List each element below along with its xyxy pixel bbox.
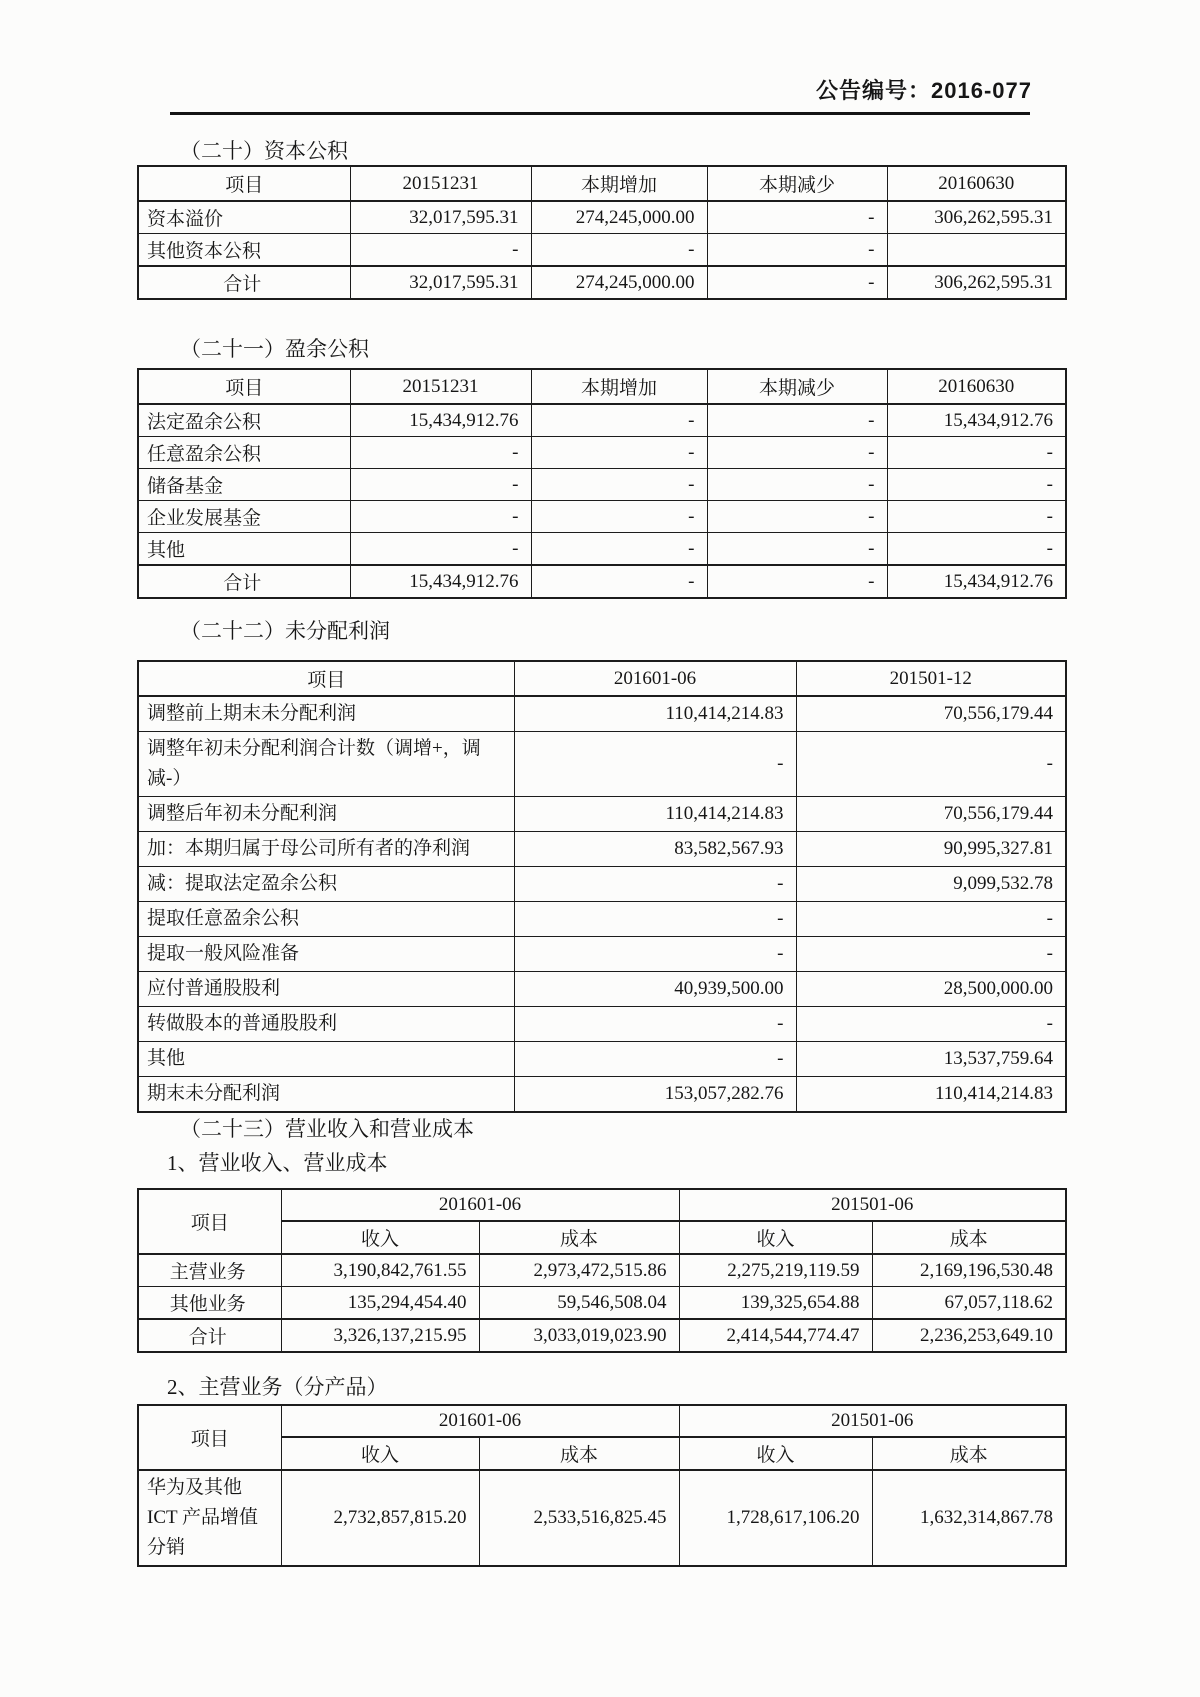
column-header: 本期减少 (707, 166, 887, 201)
value-cell: - (531, 533, 707, 566)
table-row (138, 1042, 1066, 1077)
surplus-reserve-table (137, 368, 1067, 599)
sub-header: 成本 (479, 1221, 679, 1254)
table-row (138, 1077, 1066, 1113)
value-cell: - (707, 201, 887, 234)
value-cell: 90,995,327.81 (796, 832, 1066, 867)
value-cell: 15,434,912.76 (350, 565, 531, 598)
section-21-title: （二十一）盈余公积 (180, 337, 369, 361)
sub-header: 成本 (479, 1437, 679, 1470)
row-label: 调整后年初未分配利润 (138, 797, 514, 832)
value-cell: - (350, 234, 531, 267)
value-cell: - (887, 501, 1066, 533)
value-cell: 67,057,118.62 (872, 1287, 1066, 1320)
value-cell: - (707, 469, 887, 501)
row-label: 其他资本公积 (138, 234, 350, 267)
value-cell: - (796, 732, 1066, 797)
table-row (138, 1254, 1066, 1287)
value-cell: 306,262,595.31 (887, 266, 1066, 299)
value-cell: - (531, 469, 707, 501)
value-cell: - (531, 565, 707, 598)
table-row (138, 902, 1066, 937)
column-header: 项目 (138, 369, 350, 404)
value-cell: - (514, 902, 796, 937)
row-label: 提取任意盈余公积 (138, 902, 514, 937)
column-header: 本期增加 (531, 166, 707, 201)
total-row (138, 266, 1066, 299)
row-label: 提取一般风险准备 (138, 937, 514, 972)
row-label: 法定盈余公积 (138, 404, 350, 437)
column-header: 本期增加 (531, 369, 707, 404)
retained-earnings-table-wrap (137, 660, 1065, 1113)
column-header: 201601-06 (514, 661, 796, 696)
row-label: 转做股本的普通股股利 (138, 1007, 514, 1042)
table-row (138, 469, 1066, 501)
value-cell: 2,414,544,774.47 (679, 1319, 872, 1352)
subsection-2-title: 2、主营业务（分产品） (167, 1375, 388, 1399)
corner-header: 项目 (138, 1189, 281, 1254)
sub-header: 收入 (281, 1221, 479, 1254)
revenue-cost-table-wrap (137, 1188, 1065, 1353)
value-cell: 32,017,595.31 (350, 201, 531, 234)
value-cell: - (514, 867, 796, 902)
value-cell: 59,546,508.04 (479, 1287, 679, 1320)
row-label: 加：本期归属于母公司所有者的净利润 (138, 832, 514, 867)
value-cell: 3,326,137,215.95 (281, 1319, 479, 1352)
subsection-1-title: 1、营业收入、营业成本 (167, 1151, 388, 1175)
value-cell: 3,190,842,761.55 (281, 1254, 479, 1287)
table-row (138, 1007, 1066, 1042)
surplus-reserve-table-wrap (137, 368, 1065, 599)
value-cell: 2,732,857,815.20 (281, 1470, 479, 1566)
row-label: 企业发展基金 (138, 501, 350, 533)
value-cell: - (707, 404, 887, 437)
value-cell: - (514, 1042, 796, 1077)
value-cell: 2,169,196,530.48 (872, 1254, 1066, 1287)
value-cell: 70,556,179.44 (796, 696, 1066, 732)
value-cell: - (531, 501, 707, 533)
row-label: 调整前上期末未分配利润 (138, 696, 514, 732)
value-cell: - (707, 437, 887, 469)
table-row (138, 797, 1066, 832)
value-cell: 13,537,759.64 (796, 1042, 1066, 1077)
value-cell: - (707, 266, 887, 299)
corner-header: 项目 (138, 1405, 281, 1470)
group-header-row (138, 1405, 1066, 1437)
value-cell: - (707, 533, 887, 566)
row-label: 主营业务 (138, 1254, 281, 1287)
value-cell: 70,556,179.44 (796, 797, 1066, 832)
value-cell: 15,434,912.76 (887, 565, 1066, 598)
value-cell: - (514, 1007, 796, 1042)
value-cell: 274,245,000.00 (531, 201, 707, 234)
row-label: 期末未分配利润 (138, 1077, 514, 1113)
value-cell: 139,325,654.88 (679, 1287, 872, 1320)
column-header: 项目 (138, 166, 350, 201)
value-cell: - (514, 937, 796, 972)
retained-earnings-table (137, 660, 1067, 1113)
row-label: 减：提取法定盈余公积 (138, 867, 514, 902)
table-row (138, 937, 1066, 972)
table-row (138, 1287, 1066, 1320)
column-header: 20160630 (887, 369, 1066, 404)
value-cell: 135,294,454.40 (281, 1287, 479, 1320)
period-group-header: 201601-06 (281, 1189, 679, 1221)
row-label: 合计 (138, 565, 350, 598)
value-cell: 2,533,516,825.45 (479, 1470, 679, 1566)
row-label: 合计 (138, 1319, 281, 1352)
section-22-title: （二十二）未分配利润 (180, 619, 390, 643)
value-cell: - (796, 902, 1066, 937)
table-row (138, 832, 1066, 867)
period-group-header: 201501-06 (679, 1405, 1066, 1437)
value-cell: 83,582,567.93 (514, 832, 796, 867)
table-row (138, 404, 1066, 437)
value-cell: - (350, 501, 531, 533)
total-row (138, 565, 1066, 598)
value-cell: 2,275,219,119.59 (679, 1254, 872, 1287)
value-cell: - (350, 469, 531, 501)
row-label: 其他业务 (138, 1287, 281, 1320)
doc-number: 公告编号：2016-077 (816, 78, 1032, 103)
table-row (138, 501, 1066, 533)
column-header: 20151231 (350, 369, 531, 404)
sub-header: 收入 (679, 1437, 872, 1470)
row-label: 其他 (138, 1042, 514, 1077)
value-cell: 153,057,282.76 (514, 1077, 796, 1113)
value-cell: 110,414,214.83 (514, 696, 796, 732)
value-cell: 15,434,912.76 (887, 404, 1066, 437)
value-cell: - (707, 501, 887, 533)
table-row (138, 533, 1066, 566)
value-cell: - (887, 437, 1066, 469)
value-cell: - (350, 437, 531, 469)
period-group-header: 201501-06 (679, 1189, 1066, 1221)
value-cell: 9,099,532.78 (796, 867, 1066, 902)
value-cell: 2,973,472,515.86 (479, 1254, 679, 1287)
header-rule (170, 112, 1030, 115)
row-label: 调整年初未分配利润合计数（调增+，调减-） (138, 732, 514, 797)
value-cell: - (707, 234, 887, 267)
main-business-product-table (137, 1404, 1067, 1567)
sub-header: 成本 (872, 1437, 1066, 1470)
value-cell: 1,728,617,106.20 (679, 1470, 872, 1566)
row-label: 应付普通股股利 (138, 972, 514, 1007)
period-group-header: 201601-06 (281, 1405, 679, 1437)
value-cell: 32,017,595.31 (350, 266, 531, 299)
sub-header: 收入 (679, 1221, 872, 1254)
value-cell: - (531, 437, 707, 469)
table-row (138, 234, 1066, 267)
row-label: 华为及其他 ICT 产品增值分销 (138, 1470, 281, 1566)
value-cell: 306,262,595.31 (887, 201, 1066, 234)
table-row (138, 867, 1066, 902)
value-cell: 2,236,253,649.10 (872, 1319, 1066, 1352)
value-cell: - (796, 1007, 1066, 1042)
value-cell: 28,500,000.00 (796, 972, 1066, 1007)
row-label: 资本溢价 (138, 201, 350, 234)
value-cell: 110,414,214.83 (514, 797, 796, 832)
table-row (138, 696, 1066, 732)
table-row (138, 201, 1066, 234)
row-label: 其他 (138, 533, 350, 566)
row-label: 合计 (138, 266, 350, 299)
value-cell: 40,939,500.00 (514, 972, 796, 1007)
table-row (138, 732, 1066, 797)
header-row (138, 166, 1066, 201)
sub-header: 成本 (872, 1221, 1066, 1254)
header-row (138, 661, 1066, 696)
value-cell: - (350, 533, 531, 566)
column-header: 201501-12 (796, 661, 1066, 696)
value-cell: 3,033,019,023.90 (479, 1319, 679, 1352)
value-cell: - (796, 937, 1066, 972)
value-cell: 274,245,000.00 (531, 266, 707, 299)
capital-reserve-table (137, 165, 1067, 300)
table-row (138, 437, 1066, 469)
value-cell: - (531, 234, 707, 267)
section-20-title: （二十）资本公积 (180, 139, 348, 163)
column-header: 本期减少 (707, 369, 887, 404)
column-header: 项目 (138, 661, 514, 696)
main-business-product-table-wrap (137, 1404, 1065, 1567)
capital-reserve-table-wrap (137, 165, 1065, 300)
column-header: 20160630 (887, 166, 1066, 201)
section-23-title: （二十三）营业收入和营业成本 (180, 1117, 474, 1141)
value-cell: - (514, 732, 796, 797)
value-cell: - (887, 469, 1066, 501)
header-row (138, 369, 1066, 404)
row-label: 任意盈余公积 (138, 437, 350, 469)
value-cell: 15,434,912.76 (350, 404, 531, 437)
revenue-cost-table (137, 1188, 1067, 1353)
value-cell: - (887, 533, 1066, 566)
value-cell (887, 234, 1066, 267)
sub-header: 收入 (281, 1437, 479, 1470)
column-header: 20151231 (350, 166, 531, 201)
row-label: 储备基金 (138, 469, 350, 501)
value-cell: 1,632,314,867.78 (872, 1470, 1066, 1566)
value-cell: 110,414,214.83 (796, 1077, 1066, 1113)
table-row (138, 972, 1066, 1007)
total-row (138, 1319, 1066, 1352)
value-cell: - (531, 404, 707, 437)
value-cell: - (707, 565, 887, 598)
table-row (138, 1470, 1066, 1566)
group-header-row (138, 1189, 1066, 1221)
